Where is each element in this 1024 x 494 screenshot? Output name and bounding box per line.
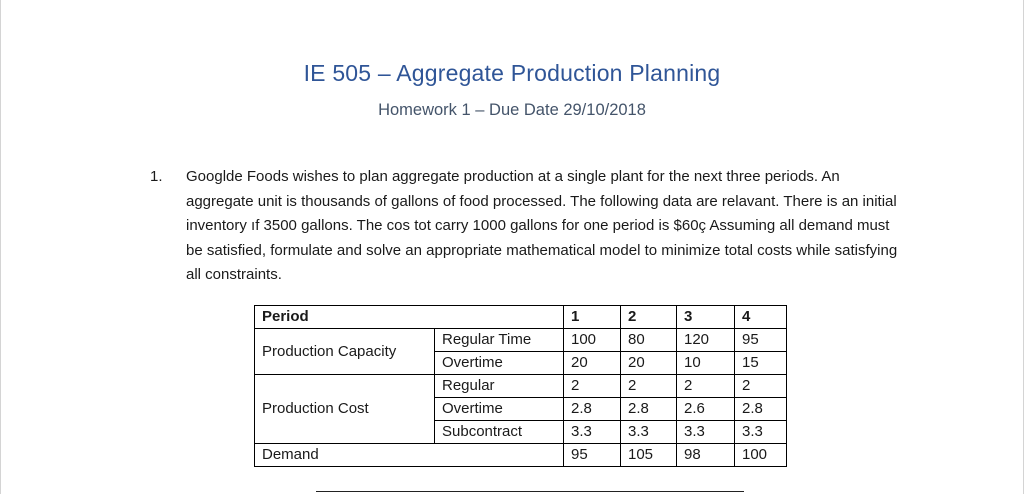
table-cell: 120 <box>677 329 735 352</box>
table-row <box>255 329 787 352</box>
table-cell: 2 <box>564 375 621 398</box>
row-label: Overtime <box>435 398 564 421</box>
table-cell: 3.3 <box>621 421 677 444</box>
table-cell: 3.3 <box>564 421 621 444</box>
table-cell: 15 <box>735 352 787 375</box>
period-4-header: 4 <box>735 306 787 329</box>
table-cell: 3.3 <box>735 421 787 444</box>
period-3-header: 3 <box>677 306 735 329</box>
table-row <box>255 444 787 467</box>
row-label: Regular <box>435 375 564 398</box>
document-title: IE 505 – Aggregate Production Planning <box>303 60 721 86</box>
question-number: 1. <box>150 168 163 185</box>
period-2-header: 2 <box>621 306 677 329</box>
table-cell: 2.8 <box>621 398 677 421</box>
table-cell: 3.3 <box>677 421 735 444</box>
table-cell: 2 <box>735 375 787 398</box>
table-cell: 95 <box>735 329 787 352</box>
cost-group-label: Production Cost <box>255 375 435 444</box>
table-cell: 98 <box>677 444 735 467</box>
period-header: Period <box>255 306 564 329</box>
demand-label: Demand <box>255 444 564 467</box>
table-cell: 100 <box>564 329 621 352</box>
table-cell: 95 <box>564 444 621 467</box>
capacity-group-label: Production Capacity <box>255 329 435 375</box>
table-cell: 20 <box>564 352 621 375</box>
table-row <box>255 375 787 398</box>
row-label: Regular Time <box>435 329 564 352</box>
footer-divider <box>316 491 744 492</box>
table-cell: 2.8 <box>735 398 787 421</box>
table-cell: 80 <box>621 329 677 352</box>
table-cell: 105 <box>621 444 677 467</box>
table-cell: 100 <box>735 444 787 467</box>
table-cell: 2 <box>621 375 677 398</box>
row-label: Subcontract <box>435 421 564 444</box>
table-cell: 2.8 <box>564 398 621 421</box>
period-1-header: 1 <box>564 306 621 329</box>
document-subtitle: Homework 1 – Due Date 29/10/2018 <box>378 101 646 119</box>
question-text: Googlde Foods wishes to plan aggregate production at a single plant for the next three periods. An aggregate unit is thousands of gallons of food processed. The following data are relavant. There is an initial inventory ıf 3500 gallons. The cos tot carry 1000 gallons for one period is $60ç Assuming all demand must be satisfied, formulate and solve an appropriate mathematical model to minimize total costs while satisfying all constraints. <box>186 168 898 284</box>
table-cell: 10 <box>677 352 735 375</box>
table-header-row <box>255 306 787 329</box>
table-cell: 2.6 <box>677 398 735 421</box>
table-cell: 20 <box>621 352 677 375</box>
data-table <box>254 305 787 467</box>
table-cell: 2 <box>677 375 735 398</box>
row-label: Overtime <box>435 352 564 375</box>
